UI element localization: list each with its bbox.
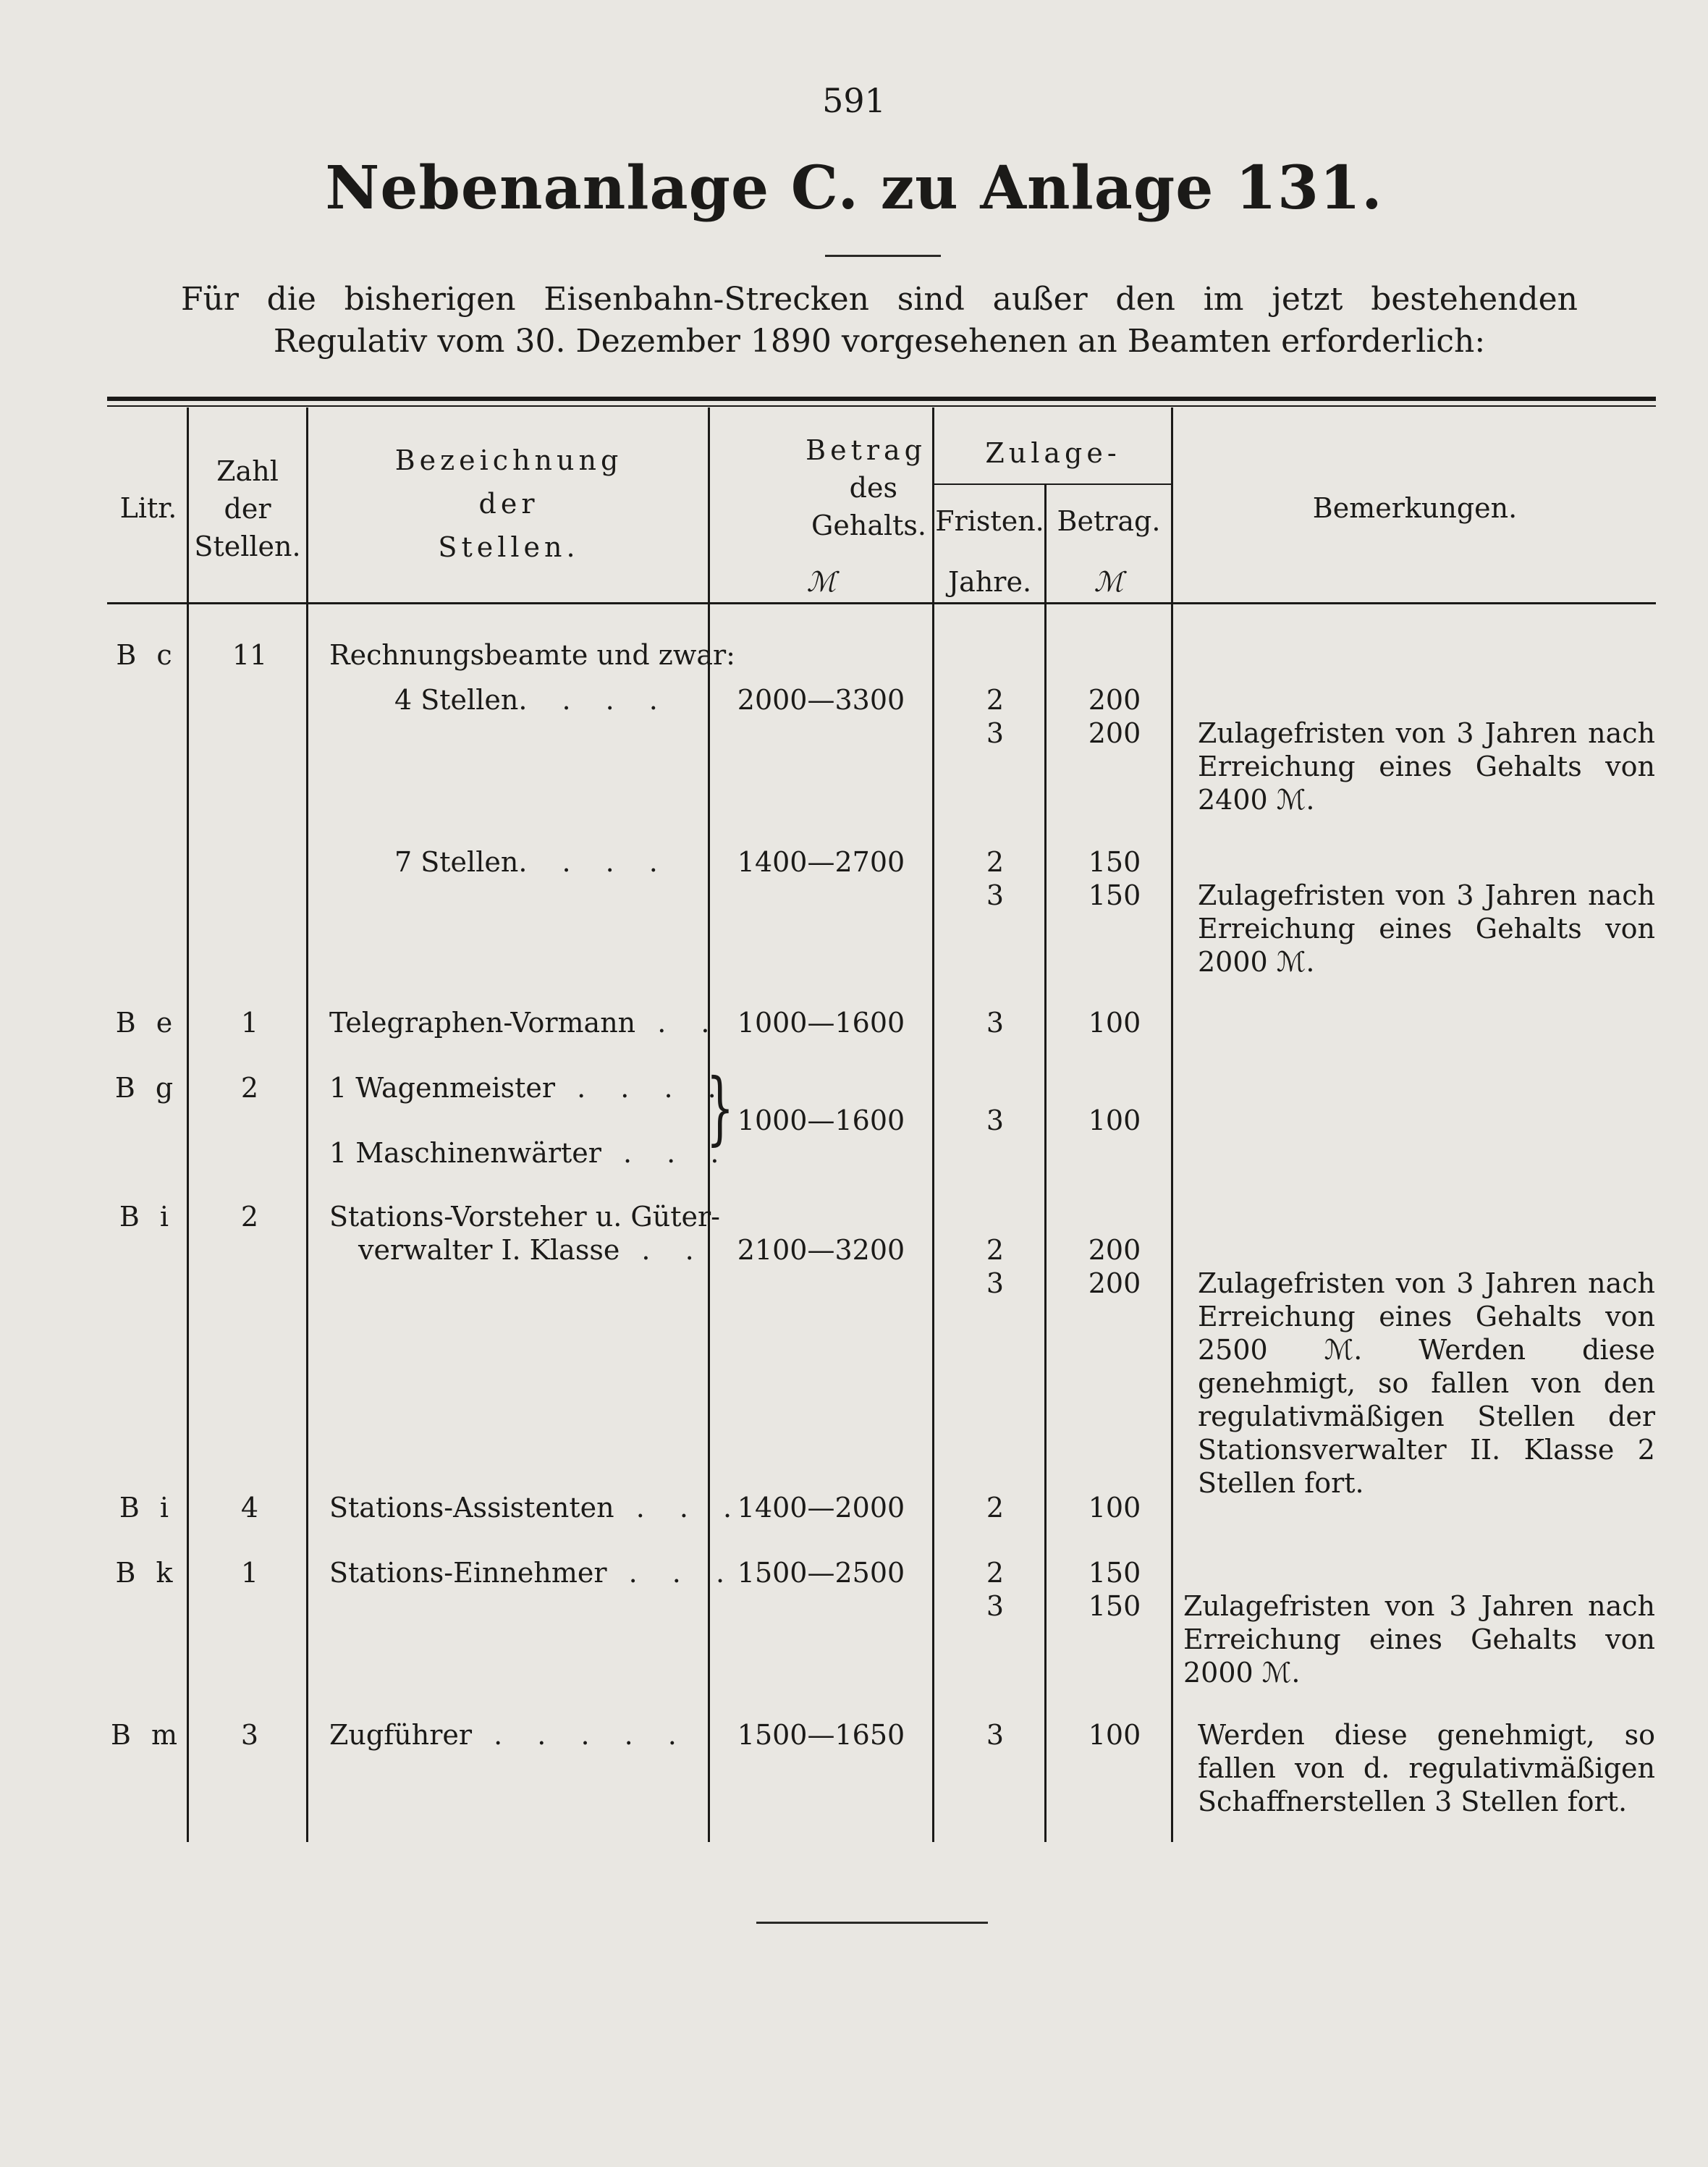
- row-litr: B k: [115, 1557, 179, 1589]
- row-remark: Zulagefristen von 3 Jahren nach Erreichung eines Gehalts von 2000 ℳ.: [1198, 879, 1655, 978]
- header-litr: Litr.: [119, 492, 177, 524]
- column-divider: [187, 407, 189, 1842]
- row-zulage: 100: [1088, 1104, 1141, 1136]
- header-bezeichnung: [310, 442, 708, 566]
- bottom-divider: [756, 1922, 988, 1924]
- row-remark: Zulagefristen von 3 Jahren nach Erreichung eines Gehalts von 2500 ℳ. Werden diese genehmigt, so fallen von den regulativmäßigen Stellen der Stationsverwalter II. Klasse 2 Stellen fort.: [1198, 1267, 1655, 1499]
- header-betrag-line: Betrag: [806, 434, 926, 466]
- header-zulage: Zulage-: [985, 437, 1121, 469]
- row-zulage: 150: [1088, 846, 1141, 878]
- row-frist: 3: [986, 1007, 1005, 1039]
- row-betrag: 2000—3300: [737, 684, 905, 716]
- row-remark: Zulagefristen von 3 Jahren nach Erreichung eines Gehalts von 2000 ℳ.: [1183, 1590, 1655, 1689]
- row-betrag: 1500—1650: [737, 1719, 905, 1751]
- row-bezeichnung: 4 Stellen. . . .: [394, 684, 671, 716]
- row-bezeichnung: 7 Stellen. . . .: [394, 846, 671, 878]
- header-betrag-line: Gehalts.: [811, 510, 926, 541]
- row-bezeichnung-text: 1 Wagenmeister: [329, 1072, 556, 1104]
- row-litr: B g: [114, 1072, 179, 1104]
- row-litr: B m: [110, 1719, 184, 1751]
- header-bezeichnung-line: der: [478, 488, 539, 520]
- page-number: 591: [822, 81, 886, 120]
- row-zahl: 2: [240, 1072, 259, 1104]
- row-bezeichnung: verwalter I. Klasse . .: [358, 1234, 707, 1266]
- row-litr: B c: [116, 639, 178, 671]
- row-zahl: 3: [240, 1719, 259, 1751]
- row-zulage: 100: [1088, 1007, 1141, 1039]
- row-betrag: 1500—2500: [737, 1557, 905, 1589]
- row-bezeichnung-text: Zugführer: [329, 1719, 473, 1751]
- header-zahl-line: der: [224, 493, 271, 525]
- row-frist: 2: [986, 1492, 1005, 1524]
- row-remark: Zulagefristen von 3 Jahren nach Erreichung eines Gehalts von 2400 ℳ.: [1198, 717, 1655, 816]
- brace-icon: }: [706, 1061, 735, 1154]
- row-zulage: 150: [1088, 879, 1141, 911]
- row-bezeichnung-text: Telegraphen-Vormann: [329, 1007, 636, 1039]
- row-zahl: 4: [240, 1492, 259, 1524]
- column-divider: [1044, 483, 1047, 1842]
- row-zahl: 11: [232, 639, 268, 671]
- row-remark: Werden diese genehmigt, so fallen von d. regulativmäßigen Schaffnerstellen 3 Stellen fort.: [1198, 1719, 1655, 1817]
- column-divider: [1171, 407, 1173, 1842]
- row-zulage: 200: [1088, 684, 1141, 716]
- row-frist: 2: [986, 1234, 1005, 1266]
- row-zulage: 200: [1088, 717, 1141, 749]
- row-zulage: 100: [1088, 1719, 1141, 1751]
- header-betrag-line: des: [849, 472, 897, 504]
- row-frist: 2: [986, 684, 1005, 716]
- intro-text: Für die bisherigen Eisenbahn-Strecken sind außer den im jetzt bestehenden Regulativ vom 30. Dezember 1890 vorgesehenen an Beamten erforderlich:: [181, 281, 1578, 360]
- row-litr: B e: [115, 1007, 179, 1039]
- row-frist: 3: [986, 717, 1005, 749]
- row-frist: 3: [986, 1267, 1005, 1299]
- row-betrag: 1400—2000: [737, 1492, 905, 1524]
- header-zulage-betrag: Betrag.: [1057, 505, 1161, 537]
- row-litr: B i: [119, 1201, 175, 1233]
- table-top-rule-thin: [107, 405, 1656, 407]
- row-frist: 3: [986, 1104, 1005, 1136]
- row-betrag: 1000—1600: [737, 1104, 905, 1136]
- header-betrag: [716, 431, 926, 544]
- row-zulage: 200: [1088, 1234, 1141, 1266]
- row-bezeichnung-text: verwalter I. Klasse: [358, 1234, 620, 1266]
- row-bezeichnung: Telegraphen-Vormann . .: [329, 1007, 723, 1039]
- row-bezeichnung: Zugführer . . . . .: [329, 1719, 690, 1751]
- row-zahl: 2: [240, 1201, 259, 1233]
- row-bezeichnung: 1 Wagenmeister . . . .: [329, 1072, 730, 1104]
- row-betrag: 2100—3200: [737, 1234, 905, 1266]
- header-betrag-unit: ℳ: [806, 566, 837, 598]
- row-betrag: 1400—2700: [737, 846, 905, 878]
- row-bezeichnung: 1 Maschinenwärter . . .: [329, 1137, 732, 1169]
- row-bezeichnung-text: Stations-Einnehmer: [329, 1557, 607, 1589]
- row-frist: 3: [986, 879, 1005, 911]
- row-bezeichnung: Stations-Vorsteher u. Güter-: [329, 1201, 720, 1233]
- header-bezeichnung-line: Bezeichnung: [394, 444, 623, 476]
- table-top-rule: [107, 397, 1656, 401]
- title-divider: [825, 255, 941, 257]
- row-bezeichnung-text: 7 Stellen: [394, 846, 519, 878]
- column-divider: [306, 407, 308, 1842]
- row-frist: 2: [986, 846, 1005, 878]
- row-zulage: 200: [1088, 1267, 1141, 1299]
- row-zahl: 1: [240, 1557, 259, 1589]
- header-bemerkungen: Bemerkungen.: [1312, 492, 1518, 524]
- row-bezeichnung: Stations-Assistenten . . .: [329, 1492, 745, 1524]
- header-fristen: Fristen.: [935, 505, 1044, 537]
- row-zulage: 150: [1088, 1590, 1141, 1622]
- page-title: Nebenanlage C. zu Anlage 131.: [325, 153, 1383, 223]
- zulage-rule: [934, 483, 1172, 485]
- row-bezeichnung-text: 4 Stellen: [394, 684, 519, 716]
- row-bezeichnung-text: 1 Maschinenwärter: [329, 1137, 601, 1169]
- header-bottom-rule: [107, 602, 1656, 604]
- row-betrag: 1000—1600: [737, 1007, 905, 1039]
- header-zahl: [190, 452, 305, 565]
- row-bezeichnung-text: Stations-Assistenten: [329, 1492, 614, 1524]
- row-zahl: 1: [240, 1007, 259, 1039]
- row-zulage: 150: [1088, 1557, 1141, 1589]
- row-bezeichnung: Stations-Einnehmer . . .: [329, 1557, 738, 1589]
- row-frist: 3: [986, 1590, 1005, 1622]
- row-frist: 2: [986, 1557, 1005, 1589]
- column-divider: [932, 407, 934, 1842]
- header-zahl-line: Zahl: [216, 455, 279, 487]
- header-bezeichnung-line: Stellen.: [438, 531, 580, 563]
- row-bezeichnung: Rechnungsbeamte und zwar:: [329, 639, 735, 671]
- row-litr: B i: [119, 1492, 175, 1524]
- header-zulage-unit: ℳ: [1094, 566, 1124, 598]
- row-zulage: 100: [1088, 1492, 1141, 1524]
- header-zahl-line: Stellen.: [194, 531, 301, 562]
- row-frist: 3: [986, 1719, 1005, 1751]
- header-fristen-unit: Jahre.: [947, 566, 1032, 598]
